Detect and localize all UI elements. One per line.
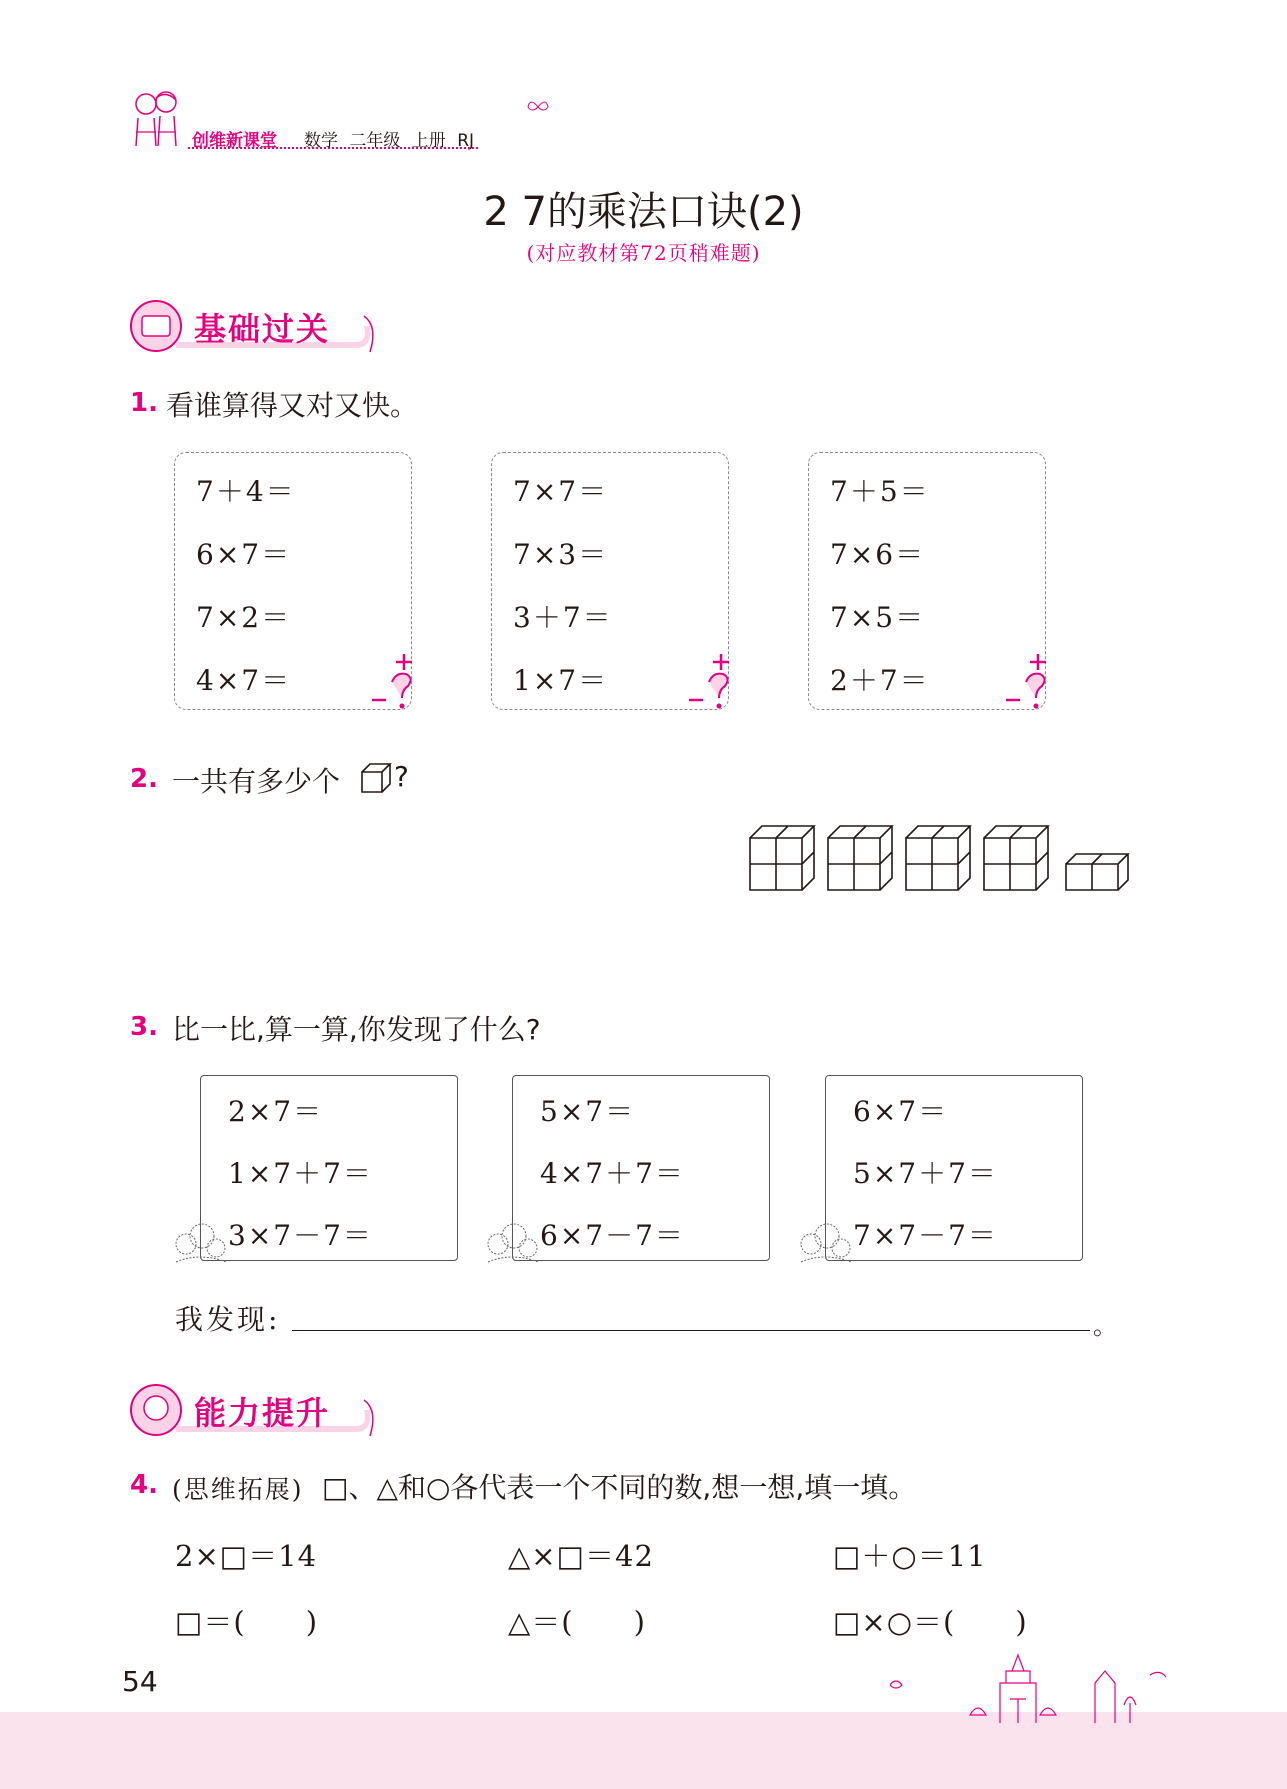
cube-stack-4 xyxy=(984,826,1048,890)
q1-expr: 7×7＝ xyxy=(513,475,609,508)
q4-expr: □＋○＝11 xyxy=(833,1539,987,1573)
plus-minus-question-icon xyxy=(372,650,422,710)
q3-expr: 5×7＋7＝ xyxy=(853,1157,998,1190)
plus-minus-question-icon xyxy=(689,650,739,710)
q1-expr: 7×5＝ xyxy=(830,601,926,634)
q1-expr: 4×7＝ xyxy=(196,664,292,697)
q3-expr: 1×7＋7＝ xyxy=(228,1157,373,1190)
header-info: 数学 二年级 上册 RJ xyxy=(304,131,475,151)
q3-expr: 6×7－7＝ xyxy=(540,1219,685,1252)
question-text-3: 比一比,算一算,你发现了什么? xyxy=(172,1013,541,1046)
q4-expr: △×□＝42 xyxy=(508,1539,654,1573)
q1-expr: 7＋4＝ xyxy=(196,475,296,508)
castle-trees-icon xyxy=(880,1645,1180,1725)
question-number-1: 1. xyxy=(130,388,158,418)
question-text-1: 看谁算得又对又快。 xyxy=(166,389,419,422)
q1-expr: 3＋7＝ xyxy=(513,601,613,634)
reading-mascot-icon xyxy=(142,316,170,336)
q1-expr: 7×6＝ xyxy=(830,538,926,571)
q1-expr: 2＋7＝ xyxy=(830,664,930,697)
question-suffix-2: ? xyxy=(394,760,409,793)
finding-label: 我发现: xyxy=(175,1303,281,1336)
question-tag-4: (思维拓展) xyxy=(172,1475,304,1504)
q3-expr: 3×7－7＝ xyxy=(228,1219,373,1252)
q4-answer[interactable]: □＝( ) xyxy=(175,1605,319,1639)
girl-boy-mascot-icon xyxy=(128,88,184,154)
q3-expr: 2×7＝ xyxy=(228,1095,324,1128)
finding-answer-line[interactable] xyxy=(292,1330,1090,1331)
finding-period: 。 xyxy=(1093,1312,1117,1340)
question-number-3: 3. xyxy=(130,1012,158,1042)
header-divider xyxy=(188,147,478,149)
q4-answer[interactable]: △＝( ) xyxy=(508,1605,646,1639)
question-text-2: 一共有多少个 xyxy=(172,765,341,798)
q1-expr: 7×3＝ xyxy=(513,538,609,571)
butterfly-icon xyxy=(526,98,550,116)
plus-minus-question-icon xyxy=(1006,650,1056,710)
q3-expr: 7×7－7＝ xyxy=(853,1219,998,1252)
q3-expr: 6×7＝ xyxy=(853,1095,949,1128)
q3-expr: 5×7＝ xyxy=(540,1095,636,1128)
cube-icon xyxy=(360,762,392,794)
cube-stack-4 xyxy=(750,826,814,890)
section-title-basic: 基础过关 xyxy=(194,310,331,348)
flower-bush-icon xyxy=(484,1214,540,1266)
flower-bush-icon xyxy=(172,1214,228,1266)
question-text-4: □、△和○各代表一个不同的数,想一想,填一填。 xyxy=(322,1471,917,1504)
q1-expr: 7＋5＝ xyxy=(830,475,930,508)
question-number-4: 4. xyxy=(130,1470,158,1500)
header-brand: 创维新课堂 xyxy=(192,131,277,151)
section-title-advanced: 能力提升 xyxy=(194,1394,331,1432)
page-subtitle: (对应教材第72页稍难题) xyxy=(526,241,761,265)
q1-expr: 7×2＝ xyxy=(196,601,292,634)
flower-bush-icon xyxy=(797,1214,853,1266)
page-number: 54 xyxy=(122,1665,158,1698)
q4-expr: 2×□＝14 xyxy=(175,1539,318,1573)
page-title: 2 7的乘法口诀(2) xyxy=(483,189,804,235)
q1-expr: 6×7＝ xyxy=(196,538,292,571)
cube-stack-4 xyxy=(828,826,892,890)
q1-expr: 1×7＝ xyxy=(513,664,609,697)
cube-stack-4 xyxy=(906,826,970,890)
q3-expr: 4×7＋7＝ xyxy=(540,1157,685,1190)
cube-stack-2 xyxy=(1066,854,1128,890)
question-number-2: 2. xyxy=(130,764,158,794)
reading-mascot-icon xyxy=(144,1396,168,1420)
q4-answer[interactable]: □×○＝( ) xyxy=(833,1605,1028,1639)
cube-stacks-figure xyxy=(748,822,1132,894)
